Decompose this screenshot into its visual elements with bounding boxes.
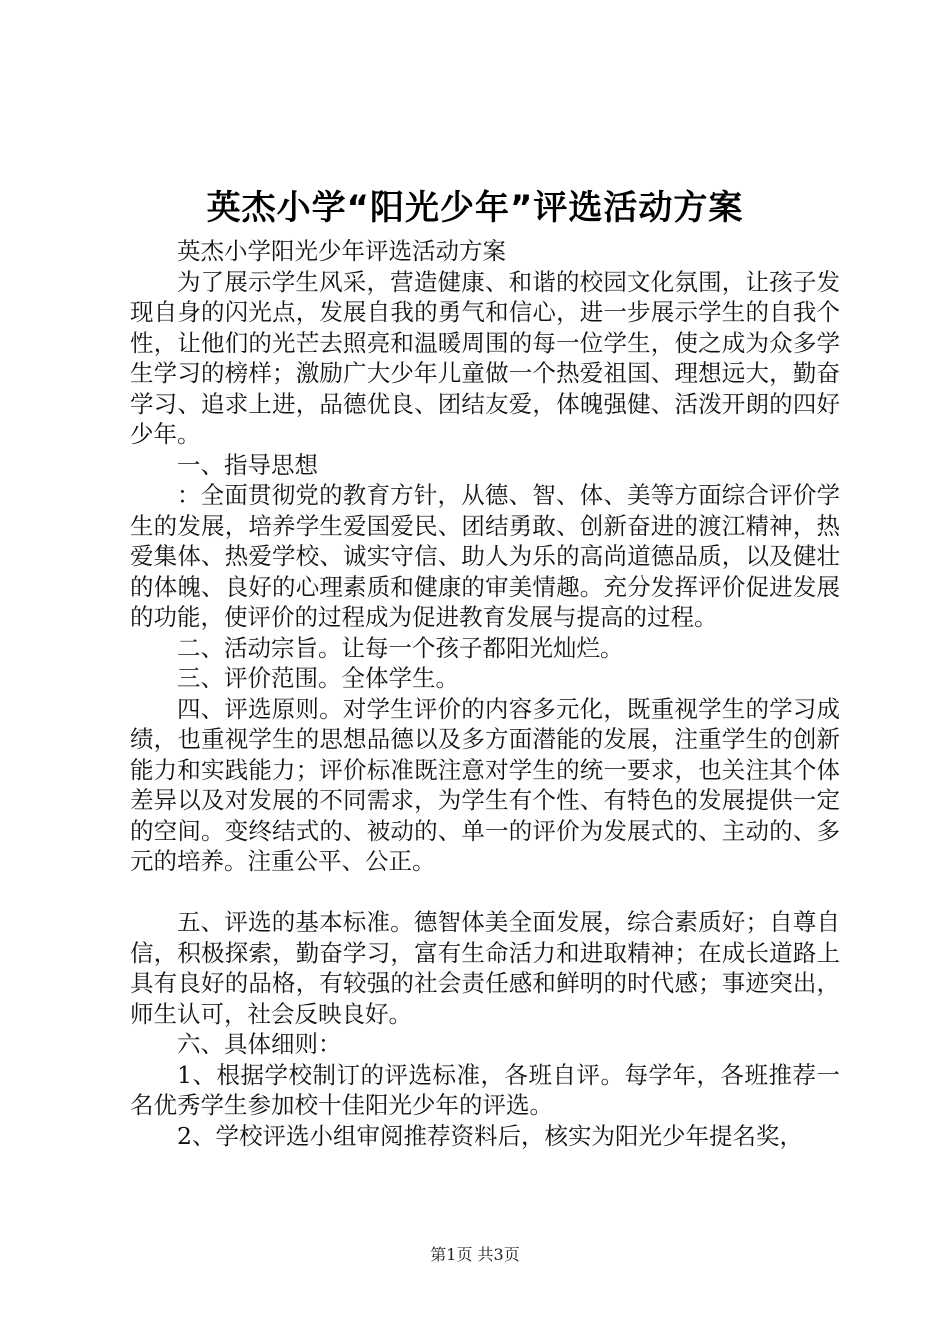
heading-specific-rules: 六、具体细则： [177,1030,342,1058]
page-number-footer: 第1页 共3页 [430,1245,520,1264]
paragraph-rule-1: 1、根据学校制订的评选标准，各班自评。每学年，各班推荐一名优秀学生参加校十佳阳光少年的评选。 [130,1060,840,1119]
paragraph-subtitle: 英杰小学阳光少年评选活动方案 [177,237,506,265]
document-title: 英杰小学“阳光少年”评选活动方案 [206,188,744,228]
paragraph-guiding-ideology: ：全面贯彻党的教育方针，从德、智、体、美等方面综合评价学生的发展，培养学生爱国爱民、团结勇敢、创新奋进的渡江精神，热爱集体、热爱学校、诚实守信、助人为乐的高尚道德品质，以及健壮的体魄、良好的心理素质和健康的审美情趣。充分发挥评价促进发展的功能，使评价的过程成为促进教育发展与提高的过程。 [130,481,840,631]
paragraph-activity-purpose: 二、活动宗旨。让每一个孩子都阳光灿烂。 [177,633,624,662]
paragraph-rule-2: 2、学校评选小组审阅推荐资料后，核实为阳光少年提名奖， [177,1121,803,1150]
document-body [130,236,840,1151]
paragraph-evaluation-scope: 三、评价范围。全体学生。 [177,664,459,692]
paragraph-basic-standards: 五、评选的基本标准。德智体美全面发展，综合素质好；自尊自信，积极探索，勤奋学习，富有生命活力和进取精神；在成长道路上具有良好的品格，有较强的社会责任感和鲜明的时代感；事迹突出，师生认可，社会反映良好。 [130,908,840,1028]
paragraph-gap [130,877,840,908]
heading-guiding-ideology: 一、指导思想 [177,450,318,479]
paragraph-selection-principles: 四、评选原则。对学生评价的内容多元化，既重视学生的学习成绩，也重视学生的思想品德以及多方面潜能的发展，注重学生的创新能力和实践能力；评价标准既注意对学生的统一要求，也关注其个体差异以及对发展的不同需求，为学生有个性、有特色的发展提供一定的空间。变终结式的、被动的、单一的评价为发展式的、主动的、多元的培养。注重公平、公正。 [130,694,840,875]
paragraph-introduction: 为了展示学生风采，营造健康、和谐的校园文化氛围，让孩子发现自身的闪光点，发展自我的勇气和信心，进一步展示学生的自我个性，让他们的光芒去照亮和温暖周围的每一位学生，使之成为众多学生学习的榜样；激励广大少年儿童做一个热爱祖国、理想远大，勤奋学习、追求上进，品德优良、团结友爱，体魄强健、活泼开朗的四好少年。 [130,267,840,448]
